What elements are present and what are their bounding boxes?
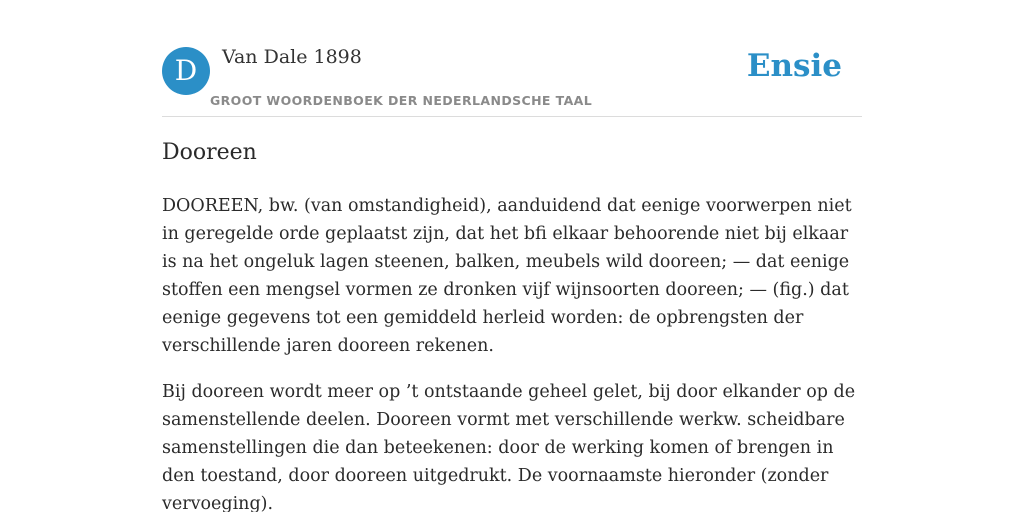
ensie-logo-link[interactable]: Ensie <box>746 48 842 84</box>
entry-headword: Dooreen <box>162 140 257 165</box>
source-avatar[interactable]: D <box>162 47 210 95</box>
source-subtitle: GROOT WOORDENBOEK DER NEDERLANDSCHE TAAL <box>210 93 593 108</box>
entry-paragraph: Bij dooreen wordt meer op ’t ontstaande geheel gelet, bij door elkander op de samenstellende deelen. Dooreen vormt met verschillende werkw. scheidbare samenstellingen die dan beteekenen: door de werking komen of brengen in den toestand, door dooreen uitgedrukt. De voornaamste hieronder (zonder vervoeging). <box>162 382 856 512</box>
entry-paragraph: DOOREEN, bw. (van omstandigheid), aanduidend dat eenige voorwerpen niet in geregelde orde geplaatst zijn, dat het bfi elkaar behoorende niet bij elkaar is na het ongeluk lagen steenen, balken, meubels wild dooreen; — dat eenige stoffen een mengsel vormen ze dronken vijf wijnsoorten dooreen; — (fig.) dat eenige gegevens tot een gemiddeld herleid worden: de opbrengsten der verschillende jaren dooreen rekenen. <box>162 196 852 356</box>
page-header <box>162 46 862 117</box>
source-title-link[interactable]: Van Dale 1898 <box>222 46 362 68</box>
entry-body <box>162 192 862 512</box>
